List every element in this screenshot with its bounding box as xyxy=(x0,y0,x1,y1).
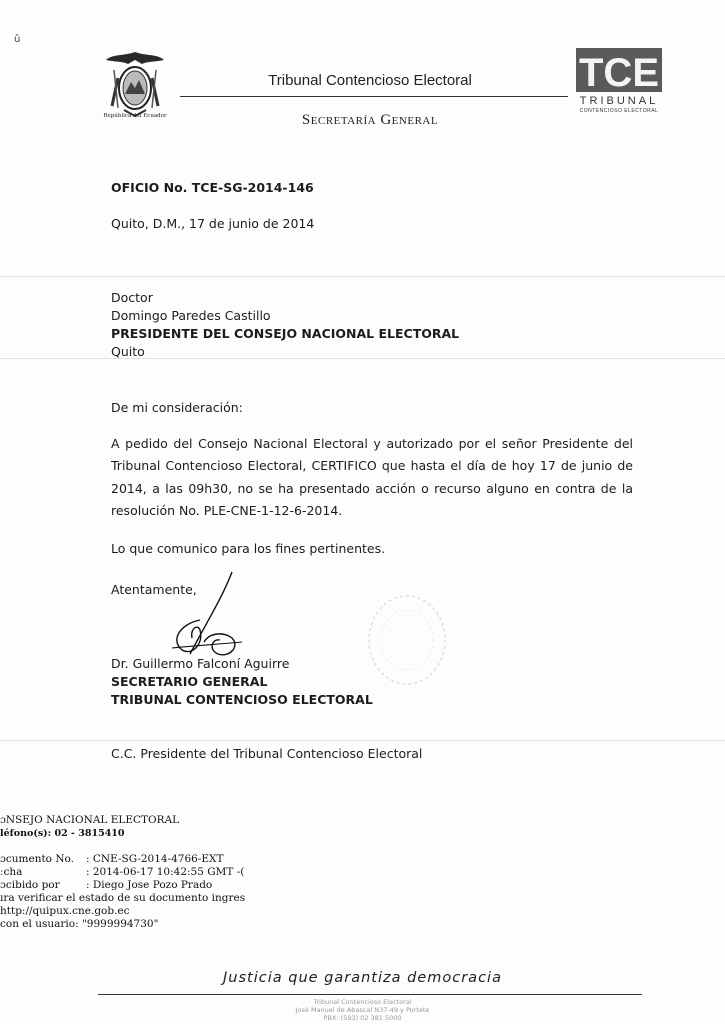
recipient-city: Quito xyxy=(111,344,145,359)
closing-line: Lo que comunico para los fines pertinentes. xyxy=(111,541,386,556)
body-paragraph: A pedido del Consejo Nacional Electoral y autorizado por el señor Presidente del Tribunal Contencioso Electoral, CERTIFICO que hasta el día de hoy 17 de junio de 2014, a las 09h30, no se ha presentado acción o recurso alguno en contra de la resolución No. PLE-CNE-1-12-6-2014. xyxy=(111,436,633,518)
farewell: Atentamente, xyxy=(111,582,197,597)
receipt-row-label: ɔcumento No. xyxy=(0,853,74,865)
recipient-position: PRESIDENTE DEL CONSEJO NACIONAL ELECTORAL xyxy=(111,326,460,341)
scan-artifact-line xyxy=(0,740,725,741)
footer-slogan: Justicia que garantiza democracia xyxy=(223,970,502,986)
signer-role: SECRETARIO GENERAL xyxy=(111,674,268,689)
place-date: Quito, D.M., 17 de junio de 2014 xyxy=(111,216,315,231)
recipient-title: Doctor xyxy=(111,290,153,305)
header-rule xyxy=(180,96,568,97)
receipt-phone: léfono(s): 02 - 3815410 xyxy=(0,828,125,839)
corner-mark: ǔ xyxy=(14,34,21,45)
receipt-verify-line: ıra verificar el estado de su documento ingres xyxy=(0,892,246,904)
logo-subtitle: CONTENCIOSO ELECTORAL xyxy=(579,108,659,114)
signer-org: TRIBUNAL CONTENCIOSO ELECTORAL xyxy=(111,692,373,707)
faded-stamp xyxy=(362,590,452,690)
receipt-institution: ɔNSEJO NACIONAL ELECTORAL xyxy=(0,814,180,826)
tce-logo-icon xyxy=(576,48,662,92)
receipt-row-label: ːcha xyxy=(0,866,23,878)
scan-artifact-line xyxy=(0,358,725,359)
coat-of-arms-icon xyxy=(104,50,166,120)
scan-artifact-line xyxy=(0,276,725,277)
oficio-number: OFICIO No. TCE-SG-2014-146 xyxy=(111,180,314,195)
receipt-url: http://quipux.cne.gob.ec xyxy=(0,905,130,917)
department-title: Secretaría General xyxy=(301,112,439,128)
receipt-user: con el usuario: "9999994730" xyxy=(0,918,159,930)
receipt-row-value: : CNE-SG-2014-4766-EXT xyxy=(86,853,224,865)
footer-rule xyxy=(98,994,642,995)
footer-address-line: José Manuel de Abascal N37-49 y Portete xyxy=(295,1006,430,1014)
receipt-row-value: : Diego Jose Pozo Prado xyxy=(86,879,213,891)
receipt-row-value: : 2014-06-17 10:42:55 GMT -( xyxy=(86,866,245,878)
recipient-name: Domingo Paredes Castillo xyxy=(111,308,271,323)
coat-caption: República del Ecuador xyxy=(103,113,167,119)
receipt-row-label: ɔcibido por xyxy=(0,879,60,891)
signer-name: Dr. Guillermo Falconí Aguirre xyxy=(111,656,290,671)
salutation: De mi consideración: xyxy=(111,400,243,415)
logo-letters: TCE xyxy=(579,51,659,92)
institution-title: Tribunal Contencioso Electoral xyxy=(268,72,472,89)
cc-line: C.C. Presidente del Tribunal Contencioso Electoral xyxy=(111,746,423,761)
handwritten-signature xyxy=(160,568,250,660)
footer-address-line: PBX: (593) 02 381 5000 xyxy=(323,1014,402,1022)
logo-word: TRIBUNAL xyxy=(579,95,659,107)
footer-address-line: Tribunal Contencioso Electoral xyxy=(313,998,412,1006)
